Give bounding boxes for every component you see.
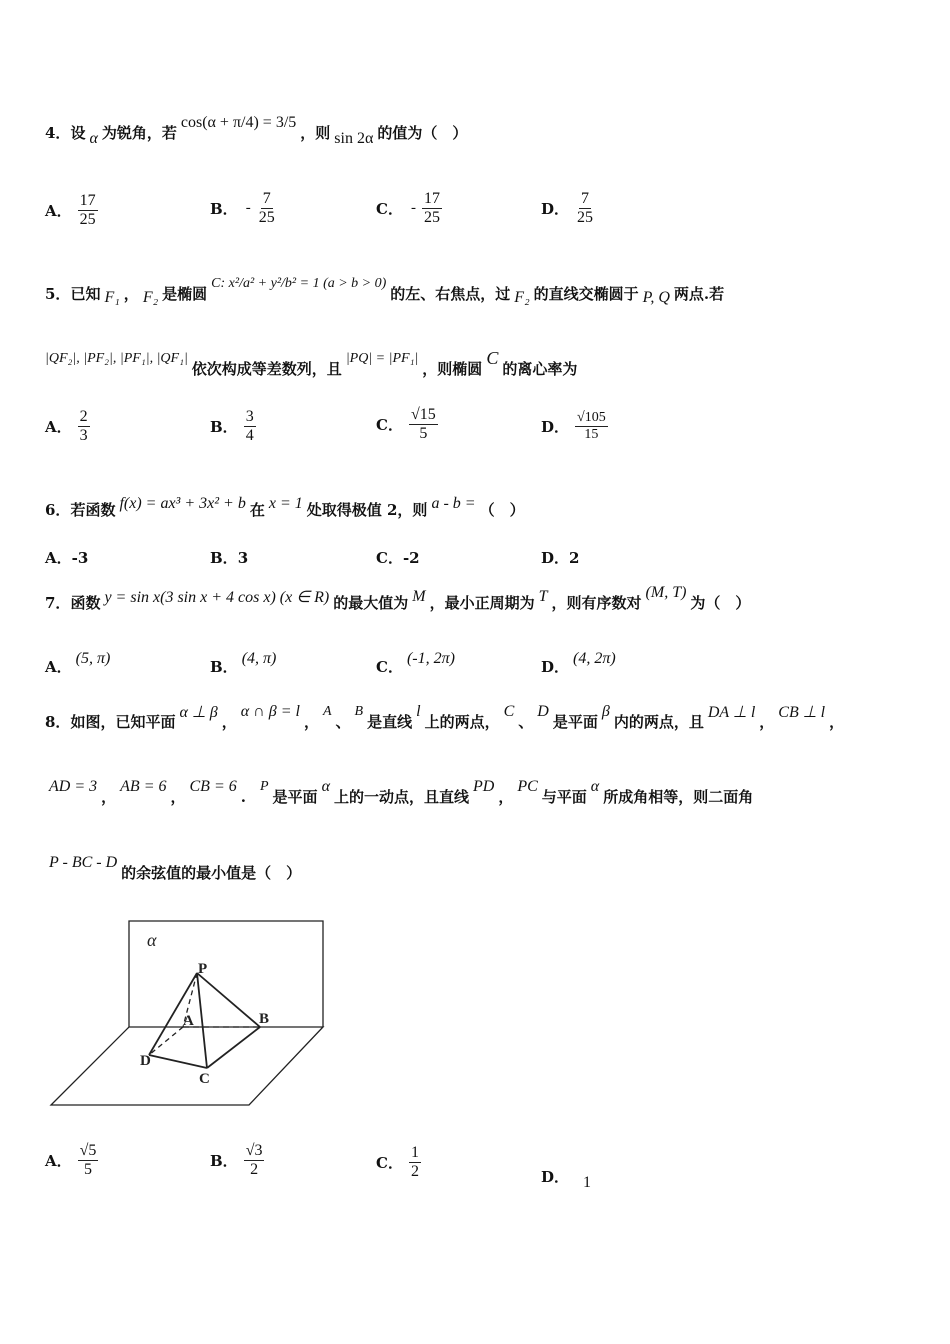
- q4-alpha: α: [89, 129, 98, 147]
- q8-option-a[interactable]: A． $\frac{√5}{5}$: [45, 1142, 97, 1179]
- q5-option-c[interactable]: C． $\frac{√15}{5}$: [376, 406, 436, 443]
- q8-geometry-figure: [45, 915, 335, 1115]
- q7-option-c[interactable]: C． (-1, 2π): [376, 649, 455, 676]
- q4-option-d[interactable]: D． $\frac{7}{25}$: [541, 190, 594, 227]
- edge-ad: [149, 1027, 183, 1055]
- q4-stem: 4． 设 α 为锐角，若 cos(α + π/4) = 3/5 ，则 sin 2α 的值为（ ）: [45, 113, 468, 147]
- q8-stem-line2: AD = 3 ， AB = 6 ， CB = 6 . P 是平面 α 上的一动点，且直线 PD ， PC 与平面 α 所成角相等，则二面角: [49, 777, 754, 806]
- label-c: C: [199, 1071, 210, 1087]
- q8-stem-line3: P - BC - D 的余弦值的最小值是（ ）: [49, 853, 302, 882]
- q5-ellipse-equation: C: x²/a² + y²/b² = 1 (a > b > 0): [211, 275, 387, 291]
- q6-number: 6．: [45, 501, 71, 519]
- q7-number: 7．: [45, 594, 71, 612]
- q7-option-d[interactable]: D． (4, 2π): [541, 649, 616, 676]
- q6-option-b[interactable]: B． 3: [210, 548, 249, 567]
- q5-option-d[interactable]: D． $\frac{√105}{15}$: [541, 410, 606, 443]
- label-p: P: [198, 961, 208, 977]
- edge-pc: [197, 973, 207, 1068]
- q4-number: 4．: [45, 124, 71, 142]
- q5-number: 5．: [45, 285, 71, 303]
- q5-stem-line2: |QF₂|, |PF₂|, |PF₁|, |QF₁| 依次构成等差数列，且 |PQ| = |PF₁| ，则椭圆 C 的离心率为: [45, 348, 578, 378]
- edge-dc: [149, 1055, 207, 1068]
- q8-option-d[interactable]: D． 1: [541, 1168, 592, 1191]
- q5-condition: |PQ| = |PF₁|: [345, 350, 419, 366]
- q4-option-d-frac: $\frac{7}{25}$: [577, 190, 594, 227]
- q4-option-b-frac: $\frac{7}{25}$: [258, 190, 275, 227]
- q5-option-a[interactable]: A． $\frac{2}{3}$: [45, 408, 88, 445]
- q8-option-c[interactable]: C． $\frac{1}{2}$: [376, 1144, 419, 1181]
- label-alpha: α: [147, 930, 157, 950]
- label-d: D: [140, 1053, 151, 1069]
- q6-stem: 6． 若函数 f(x) = ax³ + 3x² + b 在 x = 1 处取得极值 2，则 a - b = （ ）: [45, 494, 525, 519]
- q5-stem-line1: 5． 已知 F₁ ， F₂ 是椭圆 C: x²/a² + y²/b² = 1 (a > b > 0) 的左、右焦点，过 F₂ 的直线交椭圆于 P, Q 两点.若: [45, 275, 725, 306]
- edge-cb: [207, 1027, 260, 1068]
- q5-option-b[interactable]: B． $\frac{3}{4}$: [210, 408, 254, 445]
- q7-option-b[interactable]: B． (4, π): [210, 649, 277, 676]
- q8-stem-line1: 8． 如图，已知平面 α ⊥ β ， α ∩ β = l ， A 、 B 是直线 l 上的两点， C 、 D 是平面 β 内的两点，且 DA ⊥ l ， CB ⊥ l ，: [45, 702, 845, 731]
- label-a: A: [183, 1013, 194, 1029]
- edge-pb: [197, 973, 260, 1027]
- q8-option-b[interactable]: B． $\frac{√3}{2}$: [210, 1142, 263, 1179]
- q7-function: y = sin x(3 sin x + 4 cos x) (x ∈ R): [104, 588, 330, 606]
- q8-number: 8．: [45, 713, 71, 731]
- q5-sequence: |QF₂|, |PF₂|, |PF₁|, |QF₁|: [45, 350, 188, 366]
- q4-option-a-frac: $\frac{17}{25}$: [79, 192, 96, 229]
- q6-function: f(x) = ax³ + 3x² + b: [119, 494, 246, 512]
- q7-stem: 7． 函数 y = sin x(3 sin x + 4 cos x) (x ∈ R) 的最大值为 M ，最小正周期为 T ，则有序数对 (M, T) 为（ ）: [45, 583, 751, 612]
- q6-option-d[interactable]: D． 2: [541, 548, 580, 567]
- q4-sin-expression: sin 2α: [334, 129, 374, 147]
- q4-cos-expression: cos(α + π/4) = 3/5: [180, 113, 297, 131]
- label-b: B: [259, 1011, 270, 1027]
- q6-option-c[interactable]: C． -2: [376, 548, 420, 567]
- q7-option-a[interactable]: A． (5, π): [45, 649, 111, 676]
- q4-option-b[interactable]: B． - $\frac{7}{25}$: [210, 190, 275, 227]
- q4-option-a[interactable]: A． $\frac{17}{25}$: [45, 192, 96, 229]
- plane-alpha: [129, 921, 323, 1027]
- q4-option-c-frac: $\frac{17}{25}$: [423, 190, 440, 227]
- plane-beta: [51, 1027, 323, 1105]
- q4-option-c[interactable]: C． - $\frac{17}{25}$: [376, 190, 440, 227]
- q6-option-a[interactable]: A． -3: [45, 548, 89, 567]
